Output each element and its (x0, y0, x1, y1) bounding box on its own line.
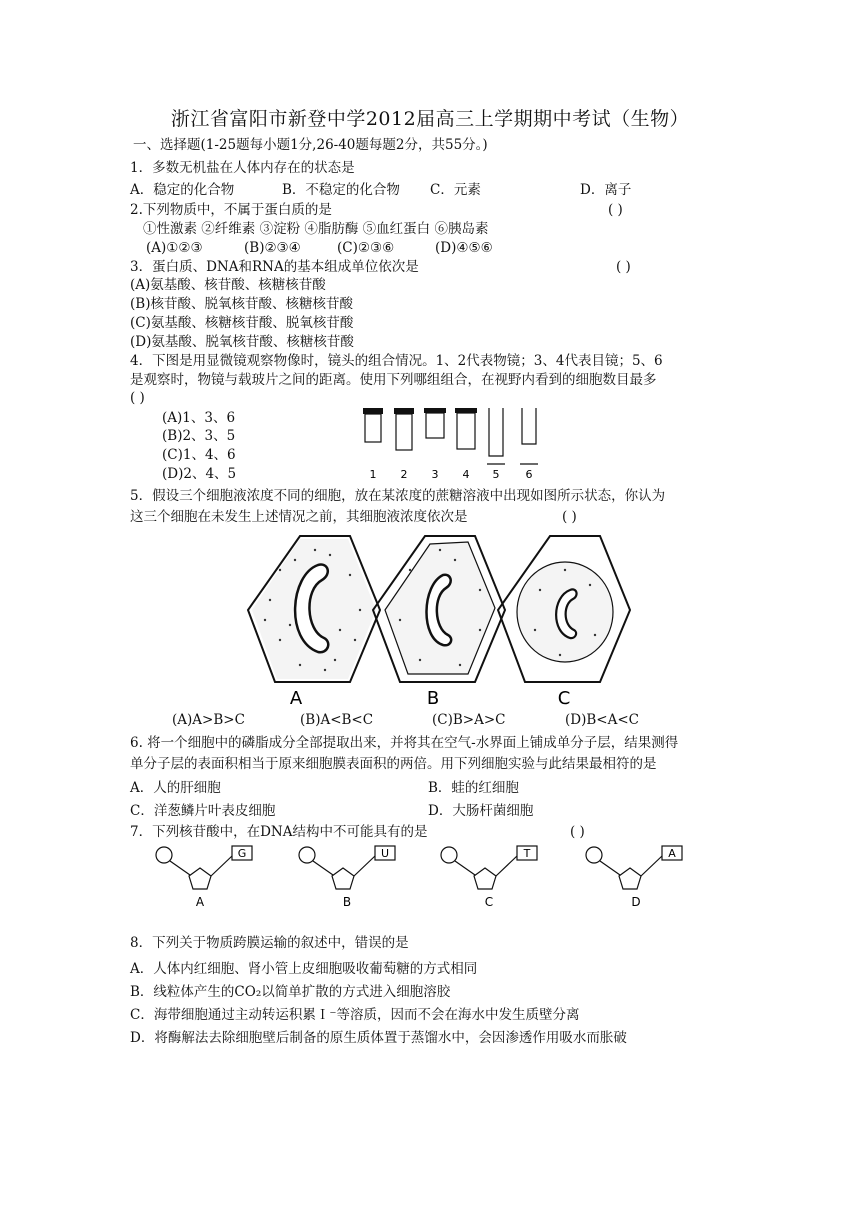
q7-stem: 7．下列核苷酸中，在DNA结构中不可能具有的是 (130, 824, 428, 840)
lens-label-1: 1 (369, 468, 377, 481)
lens-label-5: 5 (492, 468, 500, 481)
nucleotide-label-d: D (631, 895, 641, 909)
microscope-lens-figure (355, 404, 555, 484)
q1-option-d: D．离子 (580, 182, 632, 198)
cell-c-icon (498, 536, 630, 682)
q4-option-b: (B)2、3、5 (162, 428, 236, 444)
nucleotide-label-a: A (195, 895, 205, 909)
q6-option-a: A．人的肝细胞 (130, 780, 221, 796)
base-label-c: T (523, 847, 531, 860)
q8-option-a: A．人体内红细胞、肾小管上皮细胞吸收葡萄糖的方式相同 (130, 961, 478, 977)
q5-option-c: (C)B>A>C (432, 712, 506, 728)
nucleotide-c-icon (441, 846, 537, 889)
cell-label-c: C (557, 688, 571, 709)
nucleotide-figure (150, 840, 710, 910)
q5-option-d: (D)B<A<C (565, 712, 639, 728)
q5-line2: 这三个细胞在未发生上述情况之前，其细胞液浓度依次是 (130, 509, 468, 525)
q6-option-b: B．蛙的红细胞 (428, 780, 519, 796)
q2-stem: 2.下列物质中，不属于蛋白质的是 (130, 202, 332, 218)
q2-option-a: (A)①②③ (146, 240, 203, 256)
q4-line2: 是观察时，物镜与载玻片之间的距离。使用下列哪组组合，在视野内看到的细胞数目最多 (130, 372, 657, 388)
base-label-a: G (237, 847, 247, 860)
nucleotide-a-icon (156, 846, 252, 889)
base-label-d: A (668, 847, 676, 860)
lens-label-4: 4 (462, 468, 470, 481)
lens-label-6: 6 (525, 468, 533, 481)
cell-label-a: A (289, 688, 303, 709)
q6-line2: 单分子层的表面积相当于原来细胞膜表面积的两倍。用下列细胞实验与此结果最相符的是 (130, 756, 657, 772)
lens-2-icon (394, 408, 414, 450)
q5-line1: 5．假设三个细胞液浓度不同的细胞，放在某浓度的蔗糖溶液中出现如图所示状态，你认为 (130, 488, 666, 504)
page-title: 浙江省富阳市新登中学2012届高三上学期期中考试（生物） (170, 108, 690, 130)
q1-option-c: C．元素 (430, 182, 481, 198)
q4-option-a: (A)1、3、6 (162, 410, 236, 426)
q8-option-d: D．将酶解法去除细胞壁后制备的原生质体置于蒸馏水中，会因渗透作用吸水而胀破 (130, 1030, 627, 1046)
q1-option-b: B．不稳定的化合物 (282, 182, 400, 198)
q5-answer-paren: ( ) (562, 509, 577, 525)
q4-option-c: (C)1、4、6 (162, 447, 236, 463)
cell-b-icon (373, 536, 505, 682)
nucleotide-label-c: C (484, 895, 494, 909)
q2-option-b: (B)②③④ (244, 240, 301, 256)
q2-option-c: (C)②③⑥ (337, 240, 395, 256)
q2-option-d: (D)④⑤⑥ (435, 240, 493, 256)
distance-6-icon (520, 408, 538, 464)
nucleotide-b-icon (299, 846, 395, 889)
q6-line1: 6. 将一个细胞中的磷脂成分全部提取出来，并将其在空气-水界面上铺成单分子层，结果测得 (130, 735, 679, 751)
q8-option-b: B．线粒体产生的CO₂以简单扩散的方式进入细胞溶胶 (130, 984, 451, 1000)
distance-5-icon (487, 408, 505, 464)
q6-option-c: C．洋葱鳞片叶表皮细胞 (130, 803, 276, 819)
section-heading: 一、选择题(1-25题每小题1分,26-40题每题2分，共55分。) (133, 137, 488, 153)
base-label-b: U (380, 847, 390, 860)
plasmolysis-cells-figure (240, 530, 620, 710)
q8-stem: 8．下列关于物质跨膜运输的叙述中，错误的是 (130, 935, 409, 951)
q4-option-d: (D)2、4、5 (162, 466, 237, 482)
cell-label-b: B (426, 688, 440, 709)
q5-option-b: (B)A<B<C (300, 712, 374, 728)
q5-option-a: (A)A>B>C (172, 712, 245, 728)
nucleotide-d-icon (586, 846, 682, 889)
lens-4-icon (455, 408, 477, 449)
lens-label-3: 3 (431, 468, 439, 481)
q2-answer-paren: ( ) (608, 202, 623, 218)
lens-3-icon (424, 408, 446, 438)
q1-option-a: A．稳定的化合物 (130, 182, 235, 198)
lens-1-icon (363, 408, 383, 442)
lens-label-2: 2 (400, 468, 408, 481)
q7-answer-paren: ( ) (570, 824, 585, 840)
q3-stem: 3．蛋白质、DNA和RNA的基本组成单位依次是 (130, 259, 419, 275)
q2-items: ①性激素 ②纤维素 ③淀粉 ④脂肪酶 ⑤血红蛋白 ⑥胰岛素 (143, 221, 489, 237)
q3-option-a: (A)氨基酸、核苷酸、核糖核苷酸 (130, 277, 326, 293)
q1-stem: 1．多数无机盐在人体内存在的状态是 (130, 160, 355, 176)
q3-option-b: (B)核苷酸、脱氧核苷酸、核糖核苷酸 (130, 296, 353, 312)
q3-option-d: (D)氨基酸、脱氧核苷酸、核糖核苷酸 (130, 334, 354, 350)
q4-answer-paren: ( ) (130, 390, 145, 406)
cell-a-icon (248, 536, 380, 682)
q4-line1: 4．下图是用显微镜观察物像时，镜头的组合情况。1、2代表物镜；3、4代表目镜；5、6 (130, 353, 663, 369)
nucleotide-label-b: B (342, 895, 352, 909)
q3-answer-paren: ( ) (616, 259, 631, 275)
q3-option-c: (C)氨基酸、核糖核苷酸、脱氧核苷酸 (130, 315, 354, 331)
q6-option-d: D．大肠杆菌细胞 (428, 803, 534, 819)
q8-option-c: C．海带细胞通过主动转运积累Ｉ⁻等溶质，因而不会在海水中发生质壁分离 (130, 1007, 580, 1023)
